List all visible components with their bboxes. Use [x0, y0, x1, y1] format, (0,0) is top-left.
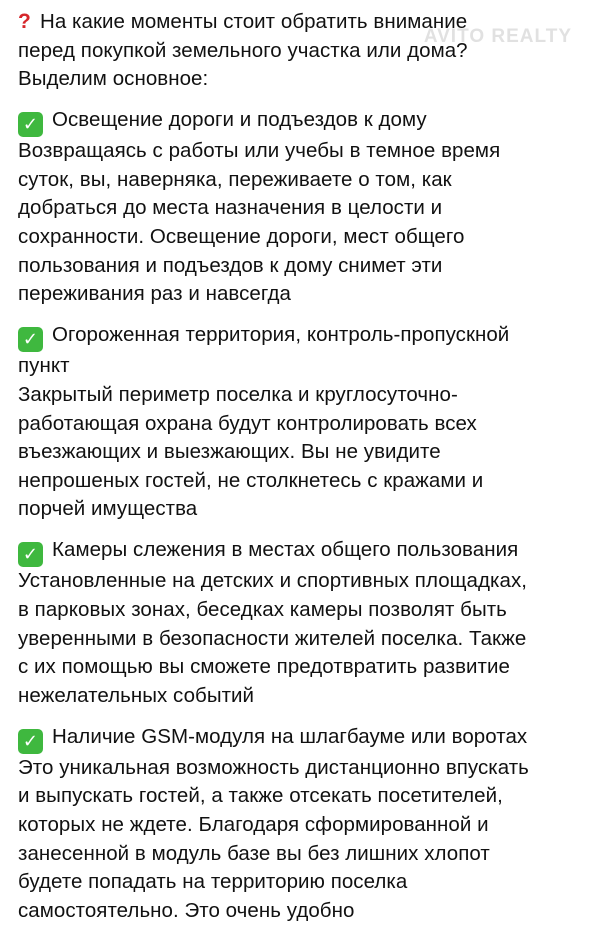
section-text-line: занесенной в модуль базе вы без лишних хлопот	[18, 841, 490, 865]
section-text-line: порчей имущества	[18, 497, 198, 521]
section-text-line: Это уникальная возможность дистанционно впускать	[18, 755, 529, 779]
intro-line: перед покупкой земельного участка или дома?	[18, 38, 468, 62]
section-text-line: нежелательных событий	[18, 683, 255, 707]
section-text-line: работающая охрана будут контролировать всех	[18, 411, 477, 435]
intro-block	[18, 8, 584, 94]
section-lighting	[18, 106, 584, 309]
section-text-line: с их помощью вы сможете предотвратить развитие	[18, 655, 510, 679]
section-text-line: Установленные на детских и спортивных площадках,	[18, 569, 527, 593]
question-mark-icon: ?	[18, 10, 31, 33]
section-text-line: непрошеных гостей, не столкнетесь с кражами и	[18, 468, 484, 492]
section-gsm-module	[18, 723, 584, 925]
section-text-line: добраться до места назначения в целости и	[18, 196, 443, 220]
section-text-line: которых не ждете. Благодаря сформированной и	[18, 813, 489, 837]
check-mark-button-icon: ✓	[18, 729, 43, 754]
section-text-line: въезжающих и выезжающих. Вы не увидите	[18, 440, 441, 464]
section-text-line: в парковых зонах, беседках камеры позволят быть	[18, 598, 507, 621]
section-title-continued: пункт	[18, 354, 70, 378]
section-text-line: пользования и подъездов к дому снимет эти	[18, 253, 443, 277]
section-text-line: самостоятельно. Это очень удобно	[18, 898, 355, 922]
section-text-line: переживания раз и навсегда	[18, 282, 291, 306]
check-mark-button-icon: ✓	[18, 542, 43, 567]
check-mark-button-icon: ✓	[18, 327, 43, 352]
section-text-line: суток, вы, наверняка, переживаете о том, как	[18, 167, 452, 191]
section-title: ✓ Освещение дороги и подъездов к дому	[18, 106, 584, 137]
intro-line: Выделим основное:	[18, 67, 209, 91]
section-title: ✓ Огороженная территория, контроль-пропускной	[18, 321, 584, 352]
section-text-line: Закрытый периметр поселка и круглосуточно-	[18, 382, 458, 406]
section-fenced-territory	[18, 321, 584, 524]
section-text-line: Возвращаясь с работы или учебы в темное время	[18, 139, 501, 163]
watermark: AVITO REALTY	[423, 26, 572, 47]
section-text-line: сохранности. Освещение дороги, мест общего	[18, 225, 465, 249]
intro-line: ? На какие моменты стоит обратить внимание	[18, 8, 584, 37]
section-text-line: будете попадать на территорию поселка	[18, 870, 408, 894]
post-text	[18, 8, 584, 925]
section-cameras	[18, 536, 584, 710]
section-title: ✓ Камеры слежения в местах общего пользования	[18, 536, 584, 567]
check-mark-button-icon: ✓	[18, 112, 43, 137]
section-text-line: и выпускать гостей, а также отсекать посетителей,	[18, 784, 503, 808]
section-title: ✓ Наличие GSM-модуля на шлагбауме или воротах	[18, 723, 584, 754]
section-text-line: уверенными в безопасности жителей поселка. Также	[18, 626, 527, 650]
